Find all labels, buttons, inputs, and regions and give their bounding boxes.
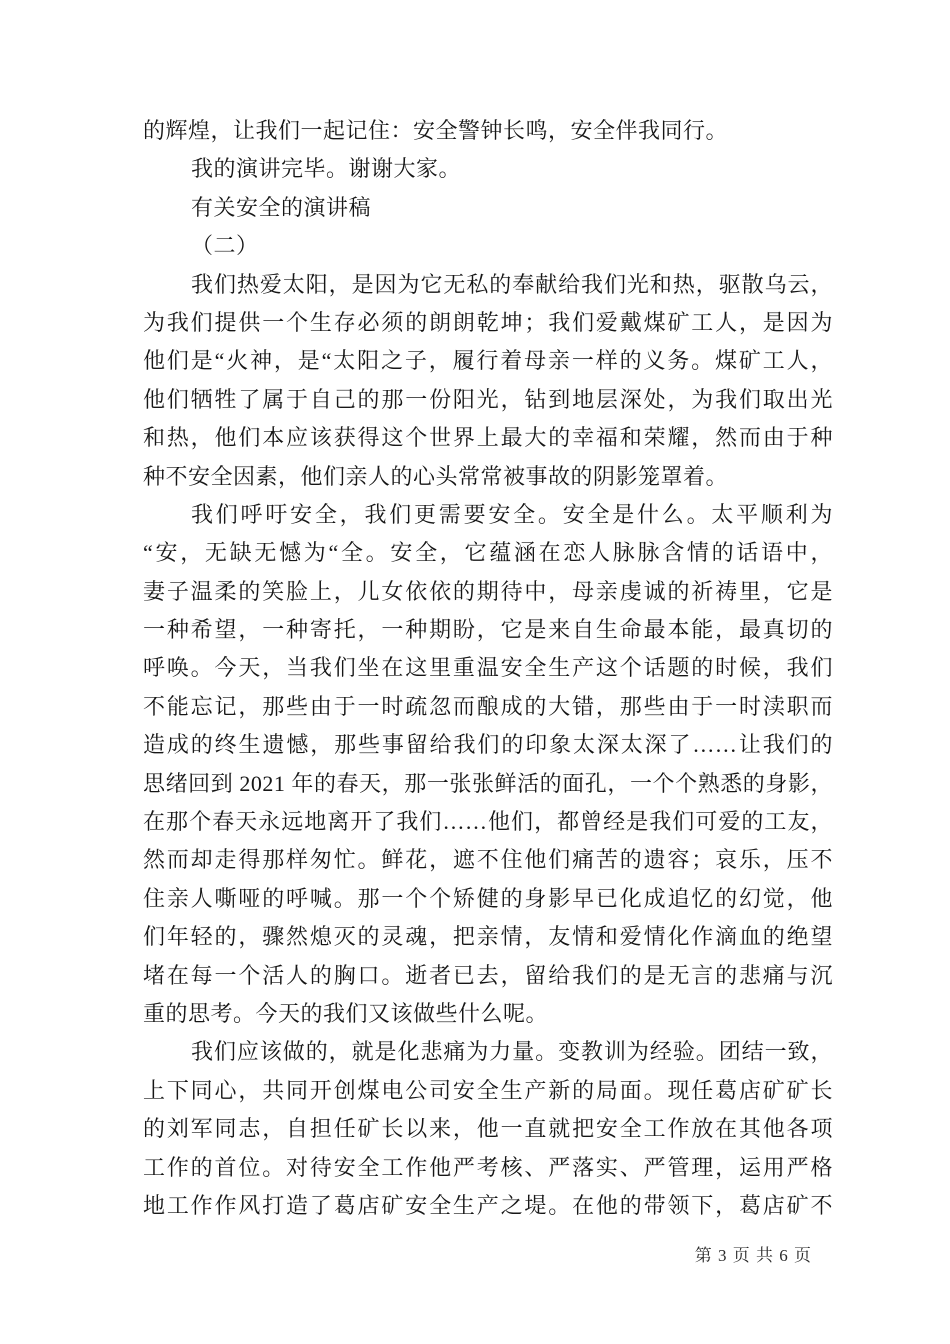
text-line: 工作的首位。对待安全工作他严考核、严落实、严管理，运用严格 bbox=[143, 1154, 833, 1180]
text-line: 在那个春天永远地离开了我们……他们，都曾经是我们可爱的工友， bbox=[143, 809, 833, 835]
text-line: 我的演讲完毕。谢谢大家。 bbox=[191, 156, 462, 182]
text-line: 我们热爱太阳，是因为它无私的奉献给我们光和热，驱散乌云， bbox=[191, 271, 833, 297]
text-line: 他们牺牲了属于自己的那一份阳光，钻到地层深处，为我们取出光 bbox=[143, 386, 833, 412]
text-line: “安，无缺无憾为“全。安全，它蕴涵在恋人脉脉含情的话语中， bbox=[143, 540, 833, 566]
text-line: 一种希望，一种寄托，一种期盼，它是来自生命最本能，最真切的 bbox=[143, 617, 833, 643]
text-line: 造成的终生遗憾，那些事留给我们的印象太深太深了……让我们的 bbox=[143, 732, 833, 758]
text-line: 思绪回到 2021 年的春天，那一张张鲜活的面孔，一个个熟悉的身影， bbox=[143, 770, 833, 796]
text-line: 堵在每一个活人的胸口。逝者已去，留给我们的是无言的悲痛与沉 bbox=[143, 962, 833, 988]
text-line: 地工作作风打造了葛店矿安全生产之堤。在他的带领下，葛店矿不 bbox=[143, 1192, 833, 1218]
text-line: 呼唤。今天，当我们坐在这里重温安全生产这个话题的时候，我们 bbox=[143, 655, 833, 681]
text-line: 有关安全的演讲稿 bbox=[191, 194, 372, 220]
text-line: 他们是“火神，是“太阳之子，履行着母亲一样的义务。煤矿工人， bbox=[143, 348, 833, 374]
document-body-text bbox=[143, 112, 833, 1225]
text-line: 妻子温柔的笑脸上，儿女依依的期待中，母亲虔诚的祈祷里，它是 bbox=[143, 578, 833, 604]
text-line: 我们呼吁安全，我们更需要安全。安全是什么。太平顺利为 bbox=[191, 501, 833, 527]
text-line: 的辉煌，让我们一起记住：安全警钟长鸣，安全伴我同行。 bbox=[143, 118, 729, 143]
text-line: 我们应该做的，就是化悲痛为力量。变教训为经验。团结一致， bbox=[191, 1039, 833, 1065]
text-line: 上下同心，共同开创煤电公司安全生产新的局面。现任葛店矿矿长 bbox=[143, 1077, 833, 1103]
text-line: （二） bbox=[191, 233, 259, 259]
text-line: 们年轻的，骤然熄灭的灵魂，把亲情，友情和爱情化作滴血的绝望 bbox=[143, 924, 833, 950]
text-line: 重的思考。今天的我们又该做些什么呢。 bbox=[143, 1000, 549, 1026]
page-number-footer: 第 3 页 共 6 页 bbox=[694, 1246, 812, 1265]
text-line: 不能忘记，那些由于一时疏忽而酿成的大错，那些由于一时渎职而 bbox=[143, 693, 833, 719]
text-line: 种不安全因素，他们亲人的心头常常被事故的阴影笼罩着。 bbox=[143, 463, 729, 489]
text-line: 和热，他们本应该获得这个世界上最大的幸福和荣耀，然而由于种 bbox=[143, 425, 833, 451]
text-line: 的刘军同志，自担任矿长以来，他一直就把安全工作放在其他各项 bbox=[143, 1116, 833, 1142]
text-line: 住亲人嘶哑的呼喊。那一个个矫健的身影早已化成追忆的幻觉，他 bbox=[143, 885, 833, 911]
text-line: 为我们提供一个生存必须的朗朗乾坤；我们爱戴煤矿工人，是因为 bbox=[143, 309, 833, 335]
text-line: 然而却走得那样匆忙。鲜花，遮不住他们痛苦的遗容；哀乐，压不 bbox=[143, 847, 833, 873]
